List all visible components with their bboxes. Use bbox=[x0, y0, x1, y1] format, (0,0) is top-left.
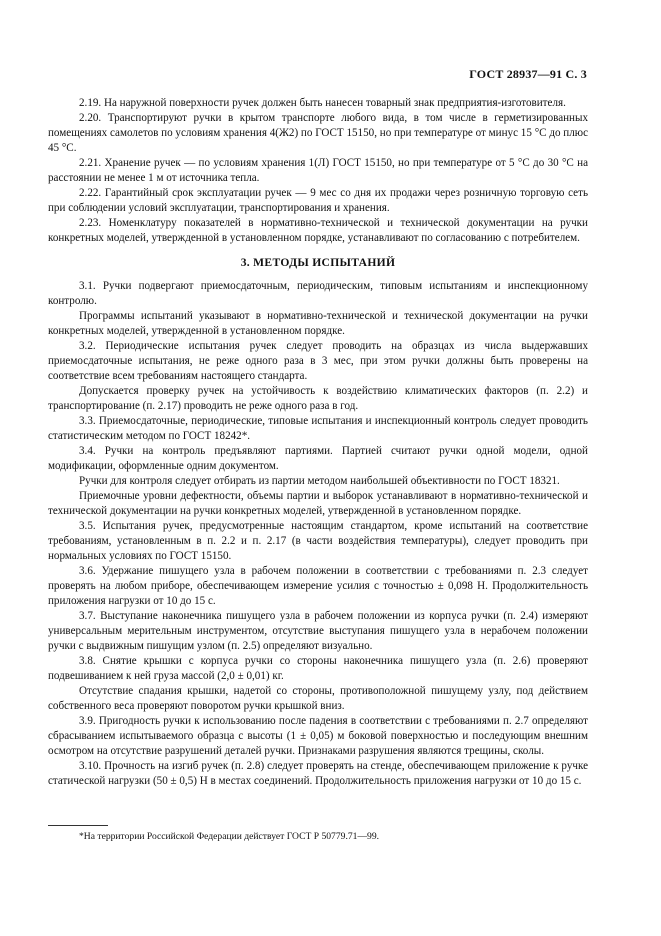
paragraph-3-1-programs: Программы испытаний указывают в нормативно-технической и технической документации на ручки конкретных моделей, утвержденной в установленном порядке. bbox=[48, 310, 588, 337]
footnote-divider bbox=[48, 825, 108, 826]
paragraph-3-3: 3.3. Приемосдаточные, периодические, типовые испытания и инспекционный контроль следует проводить статистическим методом по ГОСТ 18242*. bbox=[48, 415, 588, 442]
paragraph-3-2: 3.2. Периодические испытания ручек следует проводить на образцах из числа выдержавших приемосдаточные испытания, не реже одного раза в 3 мес, при этом ручки должны быть проверены на соответствие всем требованиям настоящего стандарта. bbox=[48, 340, 588, 382]
paragraph-3-5: 3.5. Испытания ручек, предусмотренные настоящим стандартом, кроме испытаний на соответствие требованиям, установленным в п. 2.2 и п. 2.17 (в части воздействия температуры), следует проводить при нормальных условиях по ГОСТ 15150. bbox=[48, 520, 588, 562]
paragraph-3-4-sampling: Ручки для контроля следует отбирать из партии методом наибольшей объективности по ГОСТ 18321. bbox=[79, 475, 560, 487]
page-header: ГОСТ 28937—91 С. 3 bbox=[469, 67, 587, 81]
paragraph-3-8-cap: Отсутствие спадания крышки, надетой со стороны, противоположной пишущему узлу, под действием собственного веса проверяют поворотом ручки крышкой вниз. bbox=[48, 685, 588, 712]
section-heading: 3. МЕТОДЫ ИСПЫТАНИЙ bbox=[240, 256, 396, 269]
paragraph-3-6: 3.6. Удержание пишущего узла в рабочем положении в соответствии с требованиями п. 2.3 следует проверять на любом приборе, обеспечивающем измерение усилия с точностью ± 0,098 Н. Продолжительность приложения нагрузки от 10 до 15 с. bbox=[48, 565, 588, 607]
paragraph-3-8: 3.8. Снятие крышки с корпуса ручки со стороны наконечника пишущего узла (п. 2.6) проверяют подвешиванием к ней груза массой (2,0 ± 0,01) кг. bbox=[48, 655, 588, 682]
paragraph-2-19: 2.19. На наружной поверхности ручек должен быть нанесен товарный знак предприятия-изготовителя. bbox=[79, 97, 566, 109]
paragraph-2-23: 2.23. Номенклатуру показателей в нормативно-технической и технической документации на ручки конкретных моделей, утвержденной в установленном порядке, устанавливают по согласованию с потребителем. bbox=[48, 217, 588, 244]
paragraph-2-22: 2.22. Гарантийный срок эксплуатации ручек — 9 мес со дня их продажи через розничную торговую сеть при соблюдении условий эксплуатации, транспортирования и хранения. bbox=[48, 187, 588, 214]
page-content bbox=[48, 96, 588, 789]
paragraph-3-4-acceptance: Приемочные уровни дефектности, объемы партии и выборок устанавливают в нормативно-технической и технической документации на ручки конкретных моделей, утвержденной в установленном порядке. bbox=[48, 490, 588, 517]
paragraph-2-20: 2.20. Транспортируют ручки в крытом транспорте любого вида, в том числе в герметизированных помещениях самолетов по условиям хранения 4(Ж2) по ГОСТ 15150, но при температуре от минус 15 °С до плюс 45 °С. bbox=[48, 112, 588, 154]
paragraph-3-7: 3.7. Выступание наконечника пишущего узла в рабочем положении из корпуса ручки (п. 2.4) измеряют универсальным мерительным инструментом, отсутствие выступания пишущего узла в нерабочем положении ручки с выдвижным пишущим узлом (п. 2.5) определяют визуально. bbox=[48, 610, 588, 652]
paragraph-2-21: 2.21. Хранение ручек — по условиям хранения 1(Л) ГОСТ 15150, но при температуре от 5 °С до 30 °С на расстоянии не менее 1 м от источника тепла. bbox=[48, 157, 588, 184]
paragraph-3-2-climatic: Допускается проверку ручек на устойчивость к воздействию климатических факторов (п. 2.2) и транспортирование (п. 2.17) проводить не реже одного раза в год. bbox=[48, 385, 588, 412]
paragraph-3-1: 3.1. Ручки подвергают приемосдаточным, периодическим, типовым испытаниям и инспекционному контролю. bbox=[48, 280, 588, 307]
paragraph-3-4: 3.4. Ручки на контроль предъявляют партиями. Партией считают ручки одной модели, одной модификации, оформленные одним документом. bbox=[48, 445, 588, 472]
footnote: *На территории Российской Федерации действует ГОСТ Р 50779.71—99. bbox=[79, 831, 380, 842]
paragraph-3-10: 3.10. Прочность на изгиб ручек (п. 2.8) следует проверять на стенде, обеспечивающем приложение к ручке статической нагрузки (50 ± 0,5) Н в местах соединений. Продолжительность приложения нагрузки от 10 до 15 с. bbox=[48, 760, 588, 787]
paragraph-3-9: 3.9. Пригодность ручки к использованию после падения в соответствии с требованиями п. 2.7 определяют сбрасыванием испытываемого образца с высоты (1 ± 0,05) м боковой поверхностью и последующим внешним осмотром на отсутствие разрушений деталей ручки. Признаками разрушения являются трещины, сколы. bbox=[48, 715, 588, 757]
